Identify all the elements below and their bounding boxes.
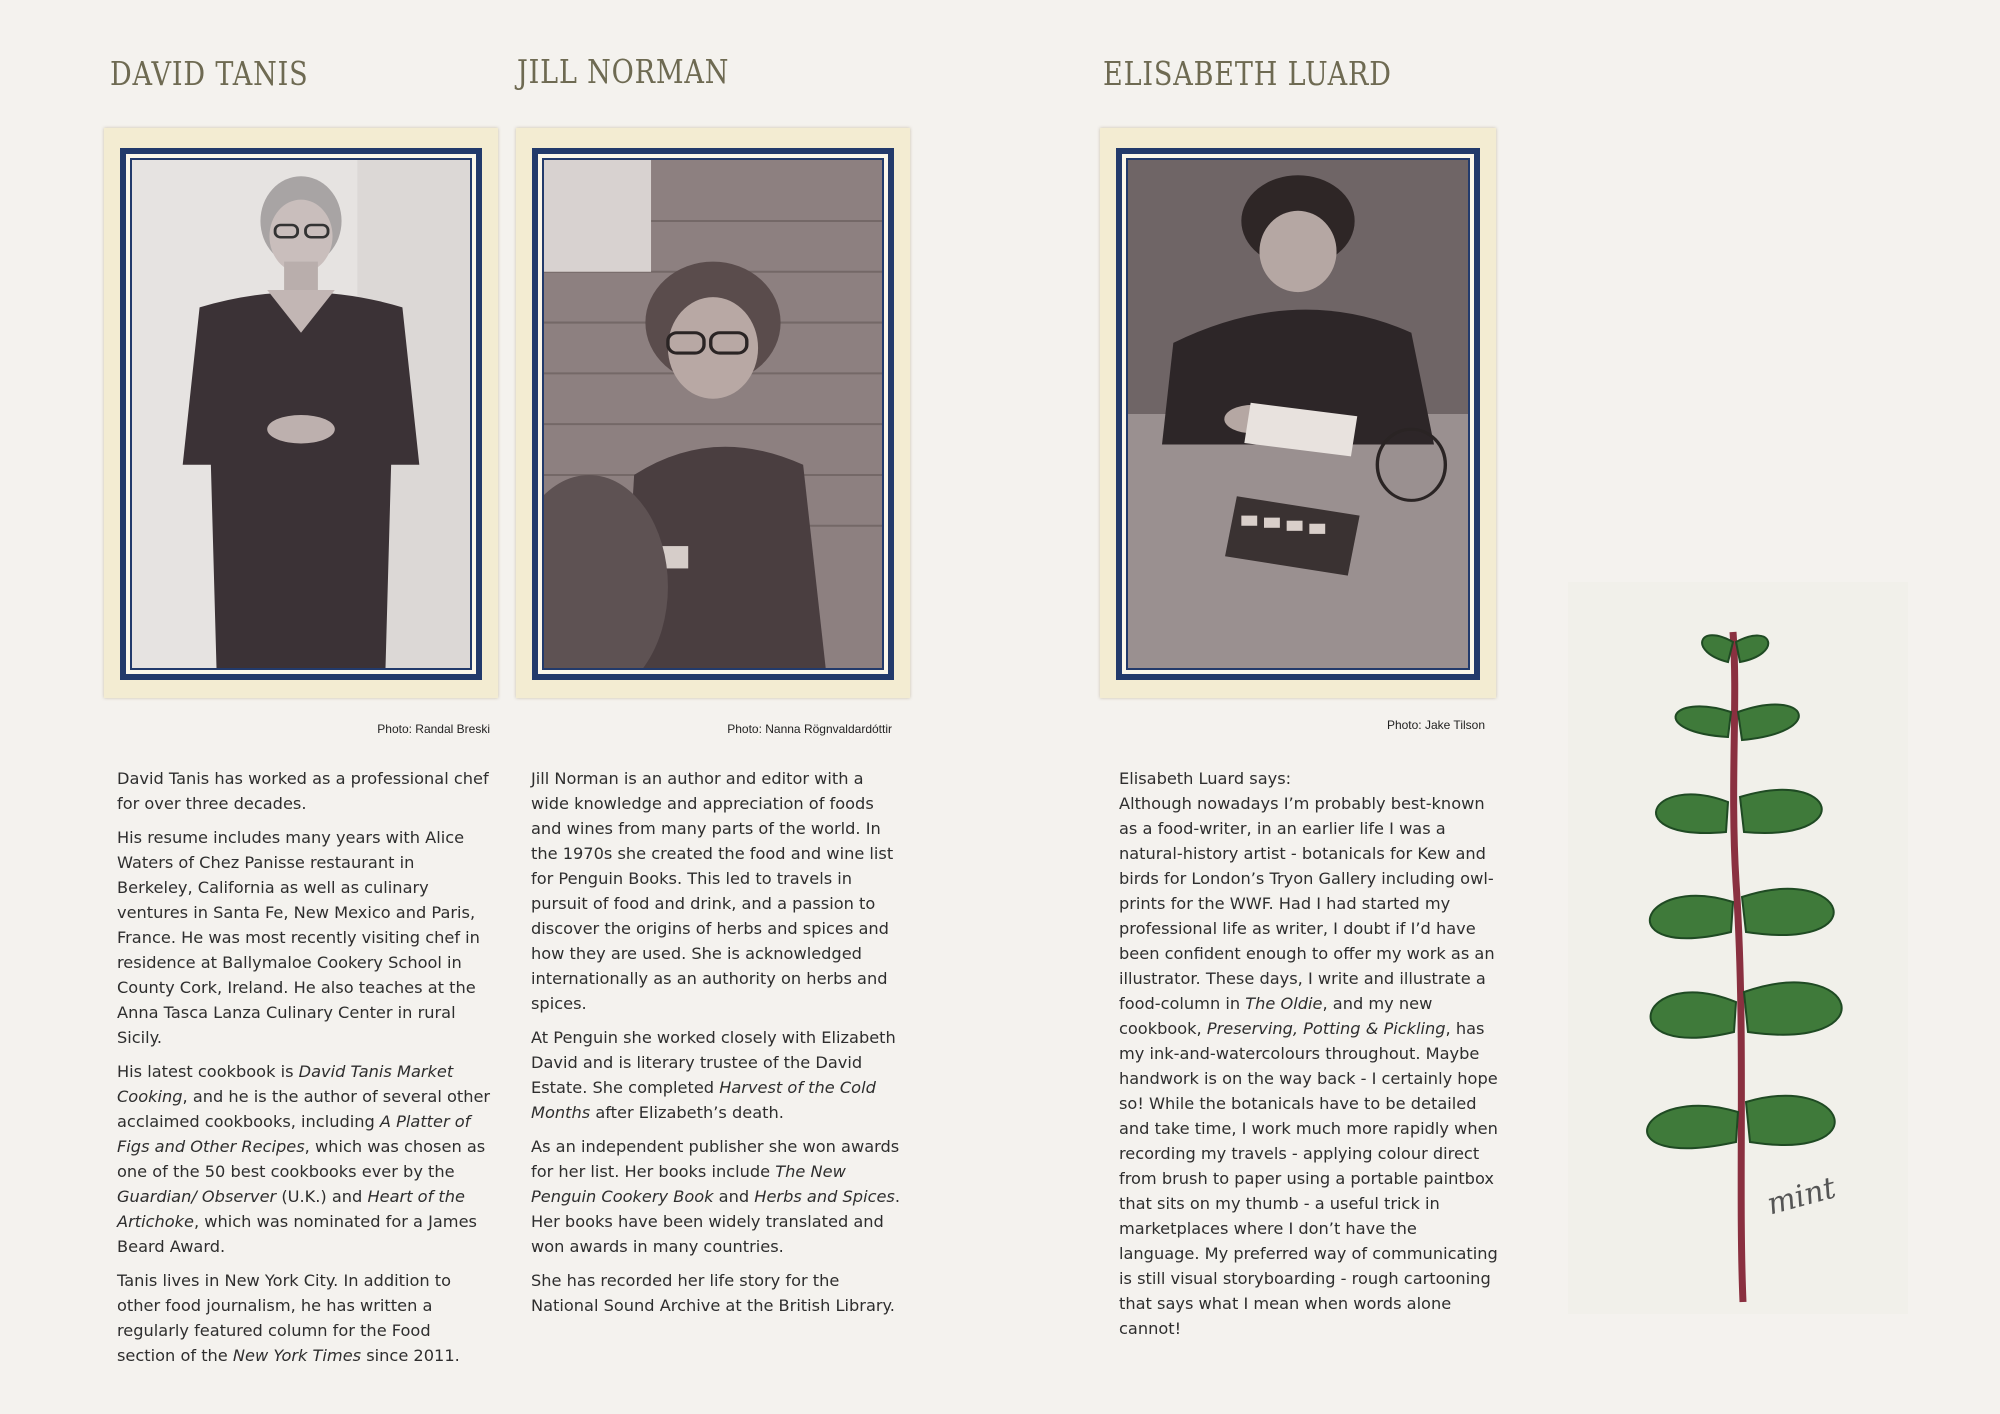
portrait-photo-luard <box>1128 160 1468 668</box>
bio-text: David Tanis has worked as a professional chef for over three decades. <box>117 769 489 813</box>
bio-text: Tanis lives in New York City. In addition to other food journalism, he has written a regularly featured column for the Food section of the <box>117 1271 452 1365</box>
bio-text: and <box>713 1187 755 1206</box>
book-title: New York Times <box>232 1346 362 1365</box>
person-name-luard: ELISABETH LUARD <box>1103 54 1392 93</box>
bio-text: , which was chosen as one of the 50 best cookbooks ever by the <box>117 1137 486 1181</box>
bio-text: after Elizabeth’s death. <box>590 1103 784 1122</box>
bio-text: At Penguin she worked closely with Elizabeth David and is literary trustee of the David Estate. She completed <box>531 1028 896 1097</box>
book-title: Heart of the Artichoke <box>117 1187 465 1231</box>
photo-frame-tanis <box>104 128 498 698</box>
bio-text: Although nowadays I’m probably best-known as a food-writer, in an earlier life I was a natural-history artist - botanicals for Kew and birds for London’s Tryon Gallery including owl-prints for the WWF. Had I had started my professional life as writer, I doubt if I’d have been confident enough to offer my work as an illustrator. These days, I write and illustrate a food-column in <box>1119 794 1495 1013</box>
bio-luard <box>1119 766 1502 1350</box>
bio-text: Jill Norman is an author and editor with a wide knowledge and appreciation of foods and wines from many parts of the world. In the 1970s she created the food and wine list for Penguin Books. This led to travels in pursuit of food and drink, and a passion to discover the origins of herbs and spices and how they are used. She is acknowledged internationally as an authority on herbs and spices. <box>531 769 894 1013</box>
person-name-norman: JILL NORMAN <box>517 52 730 91</box>
book-title: Guardian/ Observer <box>117 1187 277 1206</box>
bio-text: As an independent publisher she won awards for her list. Her books include <box>531 1137 900 1181</box>
bio-text: since 2011. <box>361 1346 460 1365</box>
book-title: The New Penguin Cookery Book <box>531 1162 846 1206</box>
person-name-tanis: DAVID TANIS <box>110 54 309 93</box>
book-title: Herbs and Spices <box>754 1187 895 1206</box>
book-title: The Oldie <box>1245 994 1323 1013</box>
bio-text: His latest cookbook is <box>117 1062 299 1081</box>
bio-tanis <box>117 766 492 1377</box>
bio-paragraph <box>117 1059 492 1259</box>
bio-text: She has recorded her life story for the National Sound Archive at the British Library. <box>531 1271 895 1315</box>
photo-credit-tanis: Photo: Randal Breski <box>377 722 490 736</box>
bio-text: Elisabeth Luard says: <box>1119 769 1292 788</box>
bio-text: . Her books have been widely translated and won awards in many countries. <box>531 1187 901 1256</box>
book-title: Harvest of the Cold Months <box>531 1078 876 1122</box>
photo-frame-norman <box>516 128 910 698</box>
bio-paragraph <box>117 825 492 1050</box>
bio-text: , and my new cookbook, <box>1119 994 1433 1038</box>
mint-label: mint <box>1763 1170 1840 1223</box>
bio-paragraph <box>1119 766 1502 791</box>
bio-norman <box>531 766 906 1327</box>
bio-text: , has my ink-and-watercolours throughout. Maybe handwork is on the way back - I certainly hope so! While the botanicals have to be detailed and take time, I work much more rapidly when recording my travels - applying colour direct from brush to paper using a portable paintbox that sits on my thumb - a useful trick in marketplaces where I don’t have the language. My preferred way of communicating is still visual storyboarding - rough cartooning that says what I mean when words alone cannot! <box>1119 1019 1498 1338</box>
photo-credit-luard: Photo: Jake Tilson <box>1386 718 1485 732</box>
portrait-photo-norman <box>544 160 882 668</box>
photo-frame-luard <box>1100 128 1496 698</box>
bio-paragraph <box>531 1134 906 1259</box>
bio-text: , and he is the author of several other acclaimed cookbooks, including <box>117 1087 491 1131</box>
bio-paragraph <box>117 766 492 816</box>
bio-paragraph <box>1119 791 1502 1341</box>
bio-paragraph <box>531 1268 906 1318</box>
bio-text: (U.K.) and <box>276 1187 368 1206</box>
photo-credit-norman: Photo: Nanna Rögnvaldardóttir <box>727 722 892 736</box>
bio-paragraph <box>531 766 906 1016</box>
portrait-photo-tanis <box>132 160 470 668</box>
book-title: Preserving, Potting & Pickling <box>1206 1019 1446 1038</box>
mint-illustration <box>1568 582 1908 1314</box>
bio-paragraph <box>117 1268 492 1368</box>
bio-text: His resume includes many years with Alice Waters of Chez Panisse restaurant in Berkeley, California as well as culinary ventures in Santa Fe, New Mexico and Paris, France. He was most recently visiting chef in residence at Ballymaloe Cookery School in County Cork, Ireland. He also teaches at the Anna Tasca Lanza Culinary Center in rural Sicily. <box>117 828 480 1047</box>
book-title: David Tanis Market Cooking <box>117 1062 454 1106</box>
bio-text: , which was nominated for a James Beard Award. <box>117 1212 477 1256</box>
bio-paragraph <box>531 1025 906 1125</box>
book-title: A Platter of Figs and Other Recipes <box>117 1112 471 1156</box>
